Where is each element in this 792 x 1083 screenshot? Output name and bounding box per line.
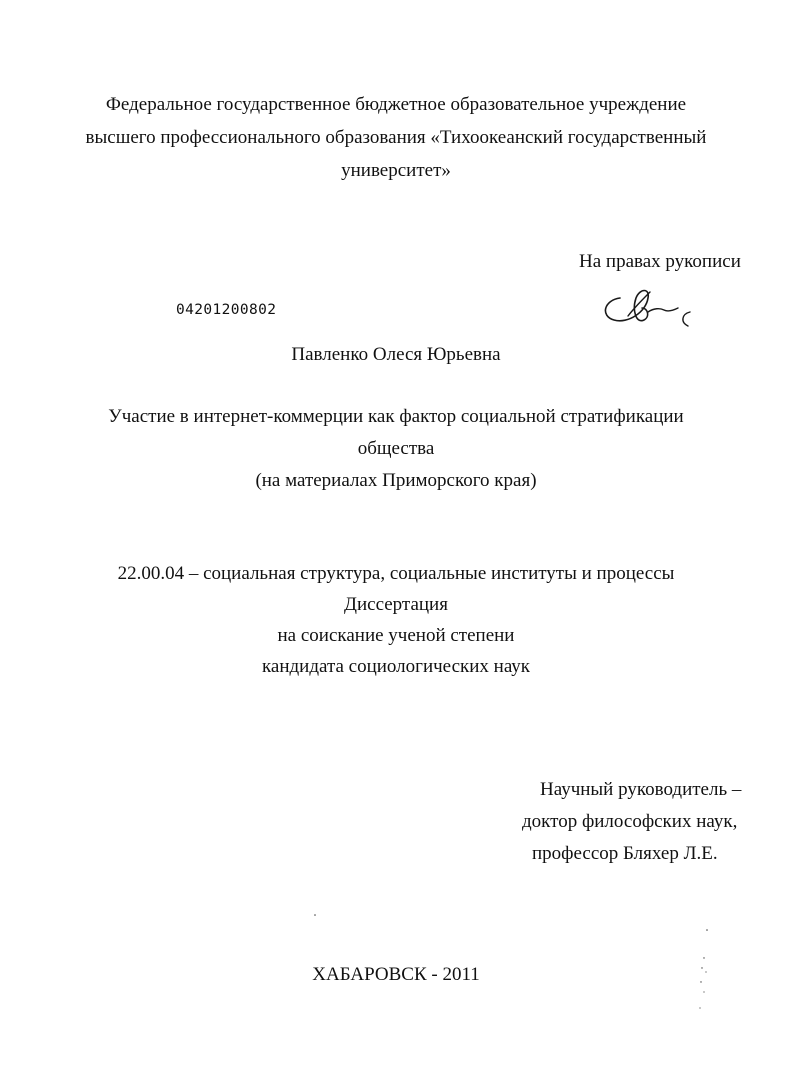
rights-note: На правах рукописи	[579, 251, 741, 272]
scan-specks	[690, 920, 720, 1020]
document-code: 04201200802	[176, 302, 277, 318]
scan-speck	[312, 912, 318, 918]
city-year: ХАБАРОВСК - 2011	[312, 964, 480, 985]
title-line-1: Участие в интернет-коммерции как фактор социальной стратификации	[108, 406, 684, 427]
work-type: Диссертация	[344, 594, 448, 615]
signature-image	[598, 282, 698, 328]
supervisor-line-1: Научный руководитель –	[540, 779, 742, 800]
institution-line-1: Федеральное государственное бюджетное образовательное учреждение	[105, 94, 687, 115]
specialty: 22.00.04 – социальная структура, социальные институты и процессы	[117, 563, 675, 584]
institution-line-2: высшего профессионального образования «Тихоокеанский государственный	[85, 127, 707, 148]
supervisor-line-2: доктор философских наук,	[522, 811, 738, 832]
author-name: Павленко Олеся Юрьевна	[291, 344, 501, 365]
title-line-2: общества	[357, 438, 435, 459]
supervisor-line-3: профессор Бляхер Л.Е.	[532, 843, 718, 864]
degree-line-1: на соискание ученой степени	[277, 625, 515, 646]
title-line-3: (на материалах Приморского края)	[255, 470, 537, 491]
institution-line-3: университет»	[341, 160, 451, 181]
degree-line-2: кандидата социологических наук	[261, 656, 531, 677]
